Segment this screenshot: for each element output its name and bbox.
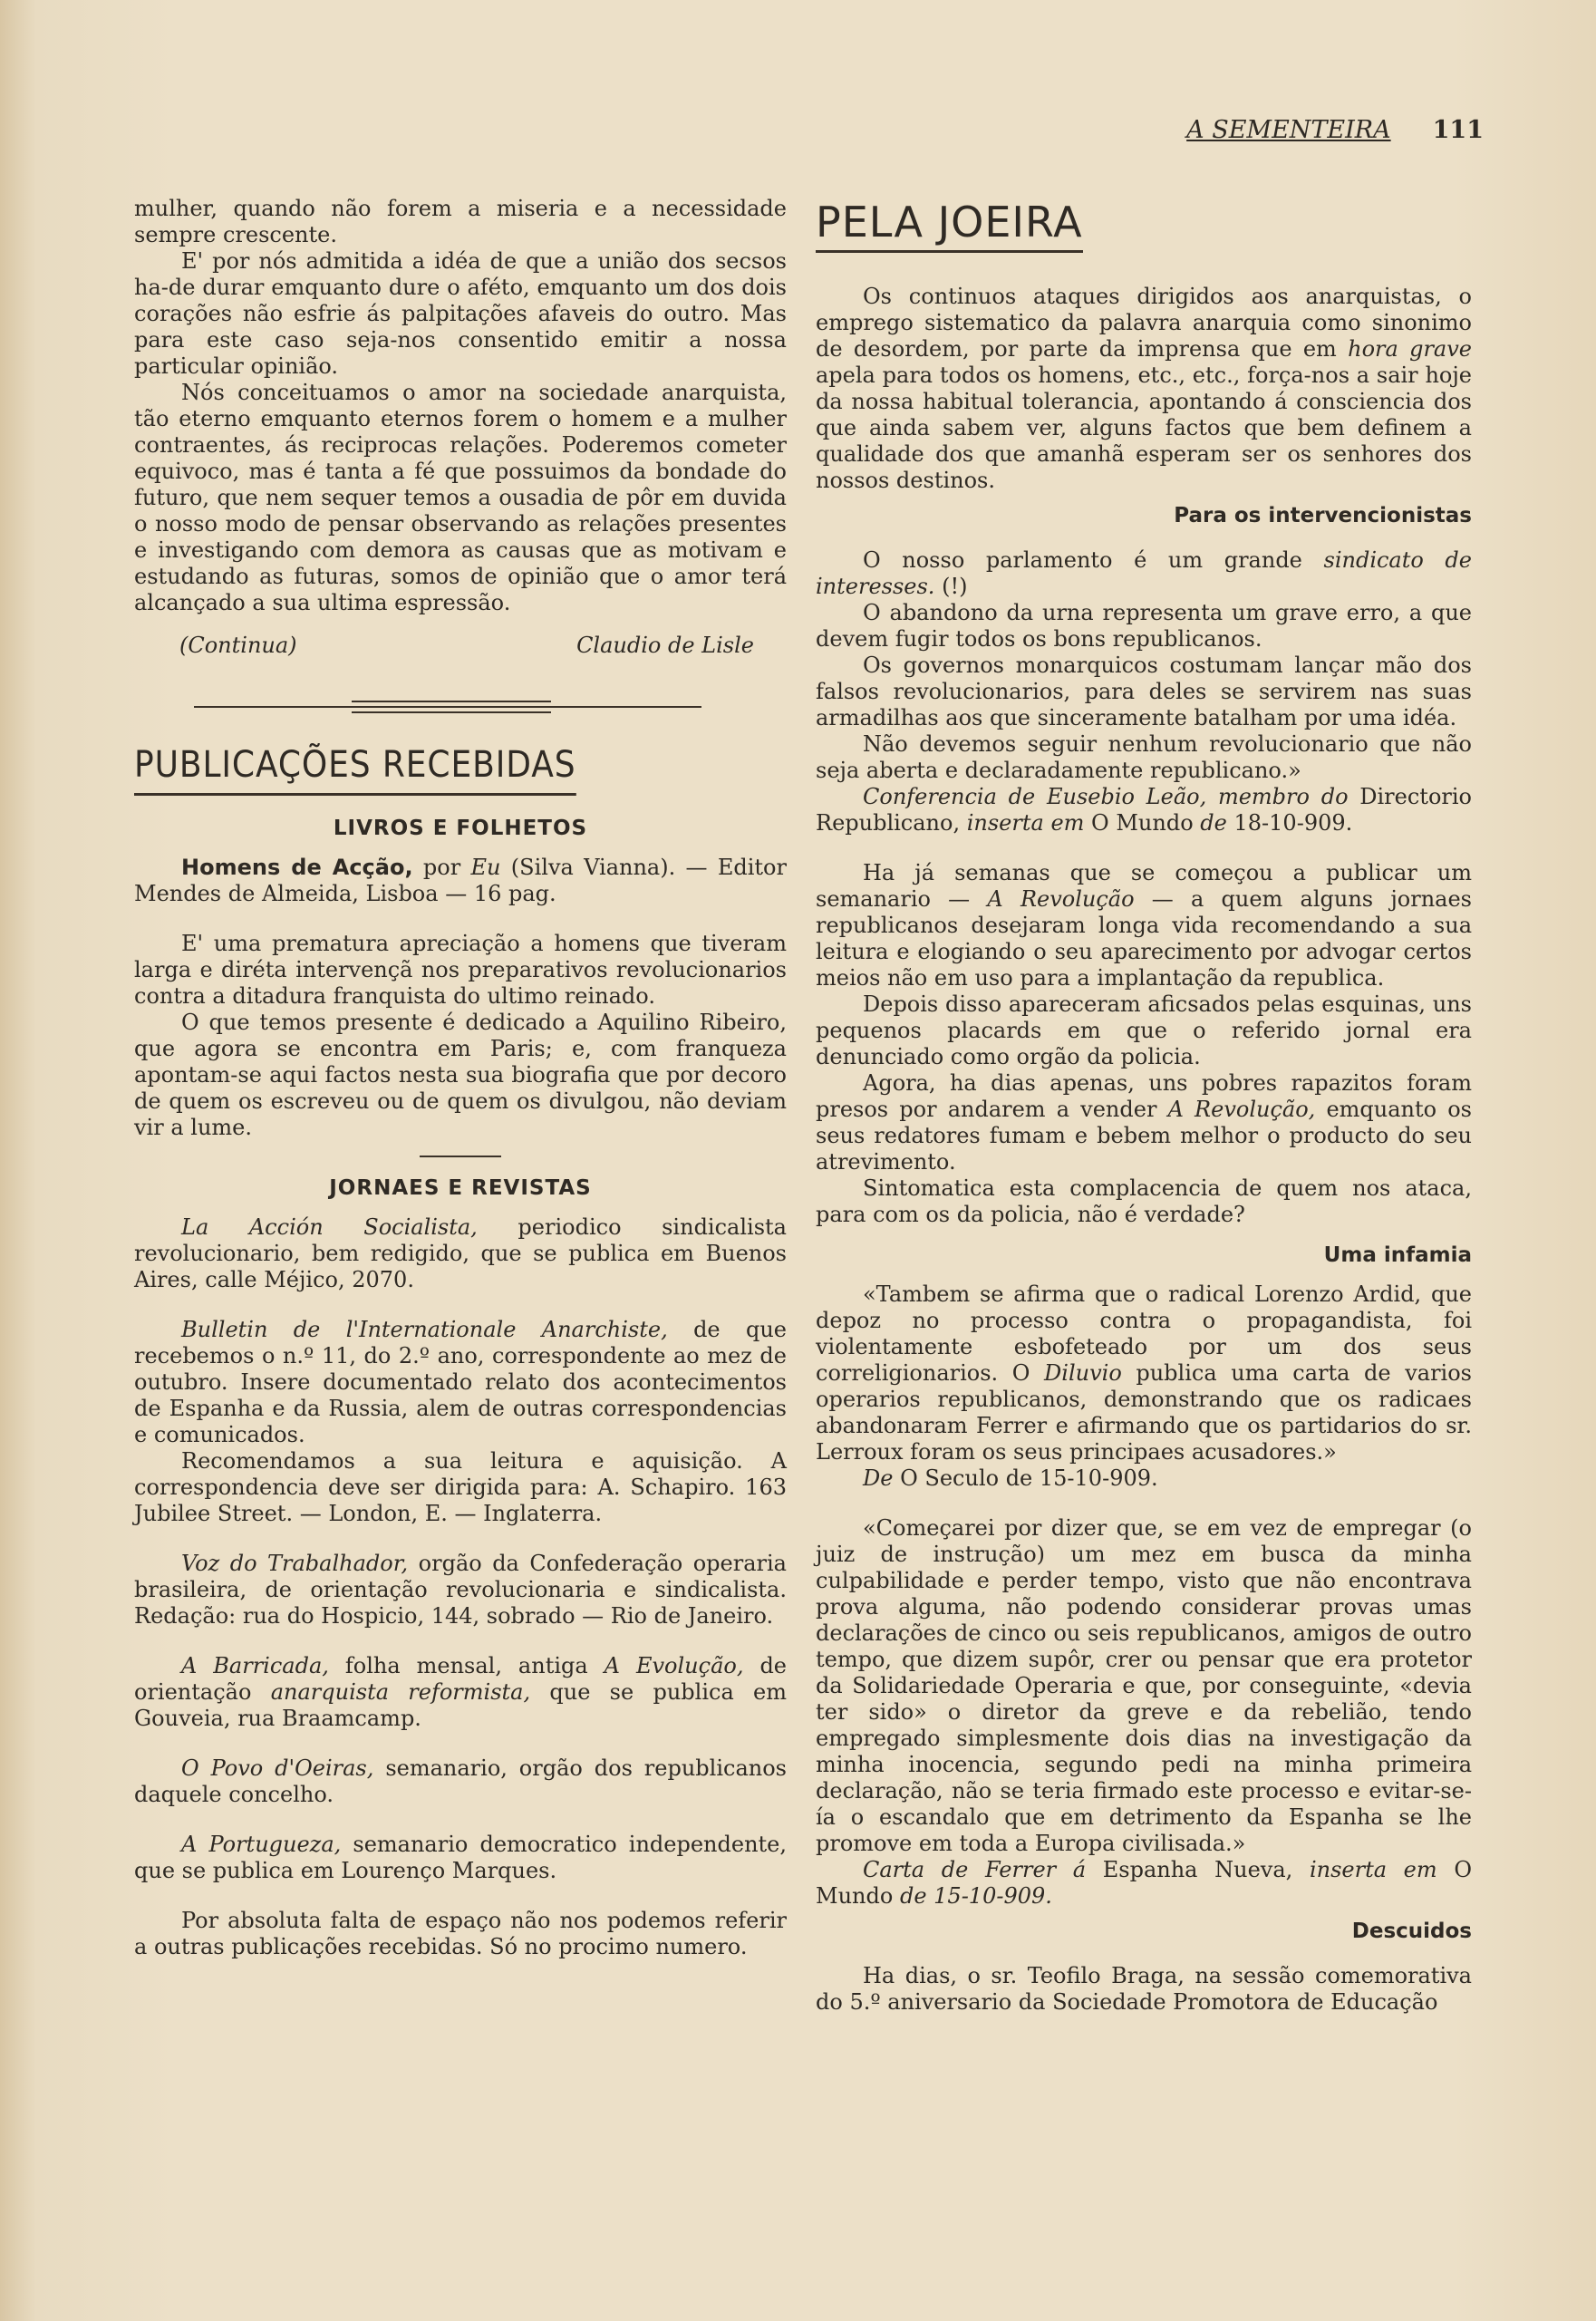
- section-divider: [134, 697, 787, 726]
- text: sindicato de interesses.: [816, 547, 1472, 599]
- text: Os continuos ataques dirigidos aos anarquistas, o emprego sistematico da palavra anarquia como sinonimo de desordem, por parte da imprensa que em: [816, 284, 1472, 362]
- source-citation: [816, 1857, 1472, 1910]
- text: semanario, orgão dos republicanos daquele concelho.: [134, 1755, 787, 1807]
- text: folha mensal, antiga: [344, 1653, 588, 1678]
- journal-title: A Barricada,: [181, 1653, 329, 1678]
- quote: O abandono da urna representa um grave erro, a que devem fugir todos os bons republicanos.: [816, 600, 1472, 652]
- book-author: Eu: [470, 855, 501, 880]
- author-name: Claudio de Lisle: [576, 633, 754, 658]
- section-title-publicacoes: PUBLICAÇÕES RECEBIDAS: [134, 740, 576, 796]
- text: que se publica em Gouveia, rua Braamcamp.: [134, 1679, 787, 1731]
- article-signature: [134, 633, 787, 659]
- subheading-intervencionistas: Para os intervencionistas: [1174, 504, 1472, 527]
- paragraph: Nós conceituamos o amor na sociedade anarquista, tão eterno emquanto eternos forem o homem e a mulher contraentes, ás reciprocas relações. Poderemos cometer equivoco, mas é tanta a fé que possuimos da bondade do futuro, que nem sequer temos a ousadia de pôr em duvida o nosso modo de pensar observando as relações presentes e investigando com demora as causas que as motivam e estudando as futuras, somos de opinião que o amor terá alcançado a sua ultima espressão.: [134, 380, 787, 615]
- quote: Não devemos seguir nenhum revolucionario que não seja aberta e declaradamente republicano.»: [816, 731, 1472, 783]
- publication-name: A SEMENTEIRA: [1186, 116, 1391, 144]
- journal-title: A Portugueza,: [181, 1832, 342, 1857]
- text: anarquista reformista,: [270, 1679, 531, 1705]
- text: A Evolução,: [604, 1653, 744, 1678]
- quote: [816, 547, 1472, 600]
- journal-entry: [134, 1755, 787, 1808]
- text: de: [1200, 810, 1227, 836]
- text: emquanto os seus redatores fumam e bebem melhor o producto do seu atrevimento.: [816, 1097, 1473, 1175]
- text: publica uma carta de varios operarios republicanos, demonstrando que os radicaes abandonaram Ferrer e afirmando que os partidarios do sr. Lerroux foram os seus principaes acusadores.»: [816, 1360, 1472, 1465]
- journal-entry: [134, 1832, 787, 1884]
- text: A Revolução,: [1167, 1097, 1316, 1122]
- text: orgão da Confederação operaria brasileira, de orientação revolucionaria e sindicalista. Redação: rua do Hospicio, 144, sobrado — Rio de Janeiro.: [134, 1551, 787, 1629]
- journal-title: O Povo d'Oeiras,: [181, 1755, 374, 1781]
- journal-entry: [134, 1551, 787, 1630]
- journal-entry: [134, 1653, 787, 1732]
- text: Ha já semanas que se começou a publicar um semanario —: [816, 860, 1472, 912]
- divider: [420, 1156, 501, 1157]
- text: Directorio Republicano,: [816, 784, 1472, 836]
- text: inserta em: [966, 810, 1085, 836]
- text: (!): [942, 574, 968, 599]
- paragraph: Sintomatica esta complacencia de quem nos ataca, para com os da policia, não é verdade?: [816, 1175, 1472, 1227]
- journal-entry: [134, 1214, 787, 1293]
- text: O nosso parlamento é um grande: [863, 547, 1302, 573]
- paragraph: O que temos presente é dedicado a Aquilino Ribeiro, que agora se encontra em Paris; e, com franqueza apontam-se aqui factos nesta sua biografia que por decoro de quem os escreveu ou de quem os divulgou, não deviam vir a lume.: [134, 1010, 787, 1140]
- paragraph: [816, 1070, 1472, 1175]
- journal-title: Voz do Trabalhador,: [181, 1551, 409, 1576]
- text: Diluvio: [1044, 1360, 1122, 1386]
- text: Agora, ha dias apenas, uns pobres rapazitos foram presos por andarem a vender: [816, 1070, 1472, 1122]
- text: semanario democratico independente, que se publica em Lourenço Marques.: [134, 1832, 788, 1883]
- quote: «Começarei por dizer que, se em vez de empregar (o juiz de instrução) um mez em busca da minha culpabilidade e perder tempo, visto que não encontrava prova alguma, não podendo considerar provas umas declarações de cinco ou seis republicanos, amigos de outro tempo, que dizem supôr, crer ou pensar que era protetor da Solidariedade Operaria e que, por conseguinte, «devia ter sido» o diretor da greve e da rebelião, tendo empregado simplesmente dois dias na investigação da minha inocencia, segundo pedi na minha primeira declaração, não se teria firmado este processo e evitar-se-ía o escandalo que em detrimento da Espanha se lhe promove em toda a Europa civilisada.»: [816, 1515, 1472, 1856]
- page-number: 111: [1432, 116, 1484, 144]
- text: hora grave: [1348, 336, 1472, 362]
- text: O Mundo: [816, 1857, 1472, 1909]
- right-column: [816, 196, 1472, 2016]
- quote: Os governos monarquicos costumam lançar mão dos falsos revolucionarios, para deles se servirem nas suas armadilhas aos que sinceramente batalham por uma idéa.: [816, 653, 1472, 730]
- text: de que recebemos o n.º 11, do 2.º ano, correspondente ao mez de outubro. Insere documentado relato dos acontecimentos de Espanha e da Russia, alem de outras correspondencias e comunicados.: [134, 1317, 788, 1447]
- closing-note: Por absoluta falta de espaço não nos podemos referir a outras publicações recebidas. Só no procimo numero.: [134, 1908, 787, 1959]
- subheading-infamia: Uma infamia: [1323, 1243, 1472, 1267]
- journal-title: Bulletin de l'Internationale Anarchiste,: [181, 1317, 668, 1342]
- text: — a quem alguns jornaes republicanos desejaram longa vida recomendando a sua leitura e elogiando o seu aparecimento por advogar certos meios não em uso para a implantação da republica.: [816, 886, 1472, 991]
- text: Espanha Nueva,: [1102, 1857, 1293, 1882]
- text: 18-10-909.: [1233, 810, 1353, 836]
- text: A Revolução: [987, 886, 1135, 912]
- journal-entry: [134, 1317, 787, 1448]
- book-entry: [134, 855, 787, 907]
- section-title-joeira: PELA JOEIRA: [816, 198, 1083, 253]
- text: O Mundo: [1091, 810, 1194, 836]
- quote: [816, 1281, 1472, 1465]
- paragraph: Ha dias, o sr. Teofilo Braga, na sessão comemorativa do 5.º aniversario da Sociedade Promotora de Educação: [816, 1963, 1472, 2015]
- text: De: [863, 1465, 894, 1491]
- source-citation: [816, 784, 1472, 837]
- source-citation: [816, 1465, 1472, 1492]
- text: (Silva Vianna). — Editor Mendes de Almeida, Lisboa — 16 pag.: [134, 855, 787, 906]
- paragraph: mulher, quando não forem a miseria e a necessidade sempre crescente.: [134, 196, 787, 247]
- text: inserta em: [1309, 1857, 1437, 1882]
- continua-note: (Continua): [179, 633, 297, 658]
- text: de 15-10-909.: [899, 1883, 1052, 1909]
- text: «Tambem se afirma que o radical Lorenzo Ardid, que depoz no processo contra o propagandista, foi violentamente esbofeteado por um dos seus correligionarios. O: [816, 1281, 1472, 1386]
- text: de orientação: [134, 1653, 788, 1705]
- text: apela para todos os homens, etc., etc., força-nos a sair hoje da nossa habitual tolerancia, apontando á consciencia dos que ainda sabem ver, alguns factos que bem definem a qualidade dos que amanhã esperam ser os senhores dos nossos destinos.: [816, 363, 1472, 493]
- paragraph: E' por nós admitida a idéa de que a união dos secsos ha-de durar emquanto dure o aféto, emquanto um dos dois corações não esfrie ás palpitações afaveis do outro. Mas para este caso seja-nos consentido emitir a nossa particular opinião.: [134, 248, 787, 379]
- text: Conferencia de Eusebio Leão, membro do: [863, 784, 1349, 809]
- subheading-descuidos: Descuidos: [1351, 1920, 1472, 1943]
- book-title: Homens de Acção,: [181, 855, 413, 880]
- left-column: [134, 196, 787, 1960]
- paragraph: Depois disso apareceram aficsados pelas esquinas, uns pequenos placards em que o referido jornal era denunciado como orgão da policia.: [816, 991, 1472, 1069]
- text: O Seculo de 15-10-909.: [900, 1465, 1158, 1491]
- paragraph: Recomendamos a sua leitura e aquisição. A correspondencia deve ser dirigida para: A. Schapiro. 163 Jubilee Street. — London, E. — Inglaterra.: [134, 1448, 787, 1526]
- subheading-livros: LIVROS E FOLHETOS: [333, 817, 588, 840]
- paragraph: [816, 284, 1472, 494]
- text: Carta de Ferrer á: [863, 1857, 1087, 1882]
- text: por: [422, 855, 461, 880]
- paragraph: E' uma prematura apreciação a homens que tiveram larga e diréta intervençã nos preparativos revolucionarios contra a ditadura franquista do ultimo reinado.: [134, 931, 787, 1009]
- paragraph: [816, 860, 1472, 991]
- running-header: [1186, 116, 1484, 144]
- journal-title: La Acción Socialista,: [181, 1214, 478, 1240]
- subheading-jornaes: JORNAES E REVISTAS: [329, 1176, 592, 1200]
- text: periodico sindicalista revolucionario, bem redigido, que se publica em Buenos Aires, calle Méjico, 2070.: [134, 1214, 787, 1292]
